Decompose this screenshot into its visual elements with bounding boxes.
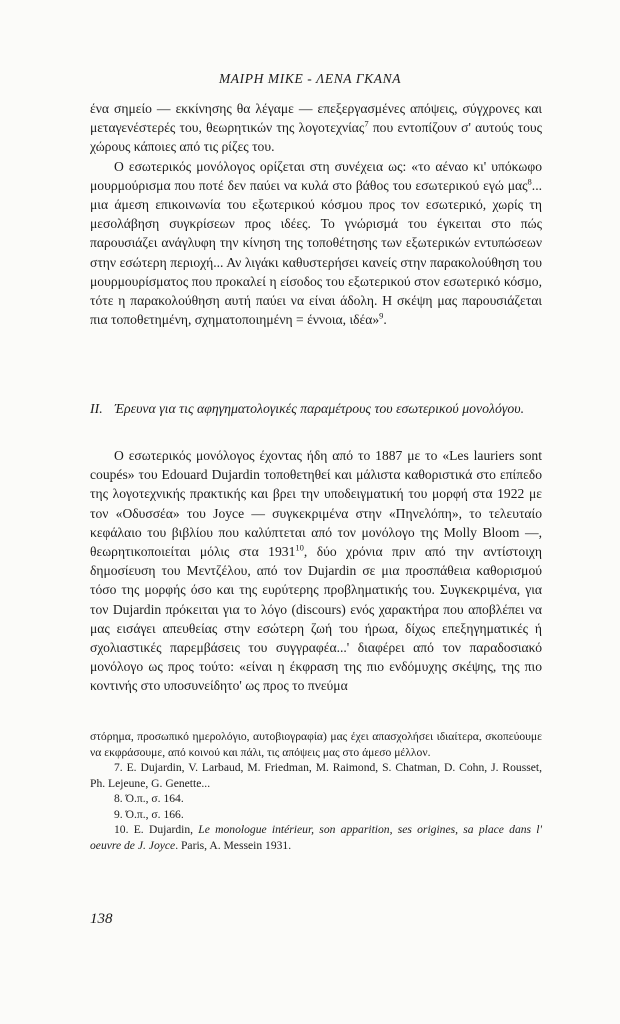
body-text-block-1 [90,99,542,329]
body-text-block-2 [90,446,542,696]
text-run: Ο εσωτερικός μονόλογος ορίζεται στη συνέχεια ως: «το αέναο κι' υπόκωφο μουρμούρισμα που ποτέ δεν παύει να κυλά στο βάθος του εσωτερικού εγώ μας [90,158,542,193]
paragraph-dujardin [90,446,542,696]
footnote-ref-9[interactable]: 9 [379,310,384,321]
section-title: Έρευνα για τις αφηγηματολογικές παραμέτρους του εσωτερικού μονολόγου. [114,401,525,416]
text-run: . [383,312,387,328]
cited-title: Le monologue intérieur, son apparition, ses origines, sa place dans l' oeuvre de J. Joyce [90,823,542,852]
footnote-ref-10[interactable]: 10 [295,542,304,553]
text-run: 10. E. Dujardin, [114,823,199,836]
page-number: 138 [90,911,113,927]
footnote-ref-8[interactable]: 8 [527,176,532,187]
footnote-9: 9. Ό.π., σ. 166. [114,807,184,821]
footnote-10 [90,822,542,853]
text-run: , δύο χρόνια πριν από την αντίστοιχη δημοσίευση του Μεντζέλου, από τον Dujardin σε μια προσπάθεια καθορισμού τόσο της μορφής όσο και της ευρύτερης προβληματικής του. Συγκεκριμένα, για τον Dujardin πρόκειται για το λόγο (discours) ενός χαρακτήρα που αποβλέπει να μας εισάγει απευθείας στην εσώτερη ζωή του ήρωα, δίχως επεξηγηματικές ή σχολιαστικές παρεμβάσεις του συγγραφέα...' διαφέρει από τον παραδοσιακό μονόλογο ως προς τούτο: «είναι η έκφραση της πιο ενδόμυχης σκέψης, της πιο κοντινής στο υποσυνείδητο' ως προς το πνεύμα [90,544,542,694]
footnote-8: 8. Ό.π., σ. 164. [114,792,184,805]
paragraph-continuation [90,99,542,157]
paragraph-definition [90,157,542,330]
text-run: . Paris, A. Messein 1931. [175,838,292,852]
text-run: ένα σημείο — εκκίνησης θα λέγαμε — επεξεργασμένες απόψεις, σύγχρονες και μεταγενέστερές του, θεωρητικών της λογοτεχνίας [90,101,542,136]
footnote-continuation: στόρημα, προσωπικό ημερολόγιο, αυτοβιογραφία) μας έχει απασχολήσει ιδιαίτερα, σκοπεύουμε να εκφράσουμε, από κοινού και πάλι, τις απόψεις μας στο άμεσο μέλλον. [90,730,542,759]
text-run: Ο εσωτερικός μονόλογος έχοντας ήδη από το 1887 με το «Les lauriers sont coupés» του Edouard Dujardin τοποθετηθεί και μάλιστα καθοριστικά στο επίπεδο της λογοτεχνικής πρακτικής και βρει την υποδειγματική του μορφή στα 1922 με τον «Οδυσσέα» του Joyce — συγκεκριμένα στην «Πηνελόπη», το τελευταίο κεφάλαιο του βιβλίου που καλύπτεται από τον μονόλογο της Molly Bloom —, θεωρητικοποιείται μόλις στα 1931 [90,448,542,560]
footnote-7: 7. E. Dujardin, V. Larbaud, M. Friedman, M. Raimond, S. Chatman, D. Cohn, J. Rousset, Ph. Lejeune, G. Genette... [90,761,542,790]
footnotes [90,729,542,853]
section-number: ΙΙ. [90,401,103,416]
section-heading [90,401,542,417]
footnote-ref-7[interactable]: 7 [364,118,369,129]
text-run: που εντοπίζουν σ' αυτούς τους χώρους κάποιες από τις ρίζες του. [90,120,542,155]
running-head: ΜΑΙΡΗ ΜΙΚΕ - ΛΕΝΑ ΓΚΑΝΑ [218,71,402,86]
text-run: ... μια άμεση επικοινωνία του εξωτερικού κόσμου προς τον εσωτερικό, χωρίς τη μεσολάβηση συγκρίσεων προς ιδέες. Το γνώρισμά του έγκειται στο πώς παρουσιάζει ανάγλυφη την κίνηση της τοποθέτησης των εξωτερικών εντυπώσεων στην εσώτερη περιοχή... Αν λιγάκι καθυστερήσει κανείς στην παρακολούθηση του μουρμουρίσματος που προκαλεί η είσοδος του εξωτερικού στον εσωτερικό κόσμο, τότε η παρακολούθηση αυτή παύει να είναι άδολη. Η σκέψη μας παρουσιάζεται πια τοποθετημένη, σχηματοποιημένη = έννοια, ιδέα» [90,177,542,328]
